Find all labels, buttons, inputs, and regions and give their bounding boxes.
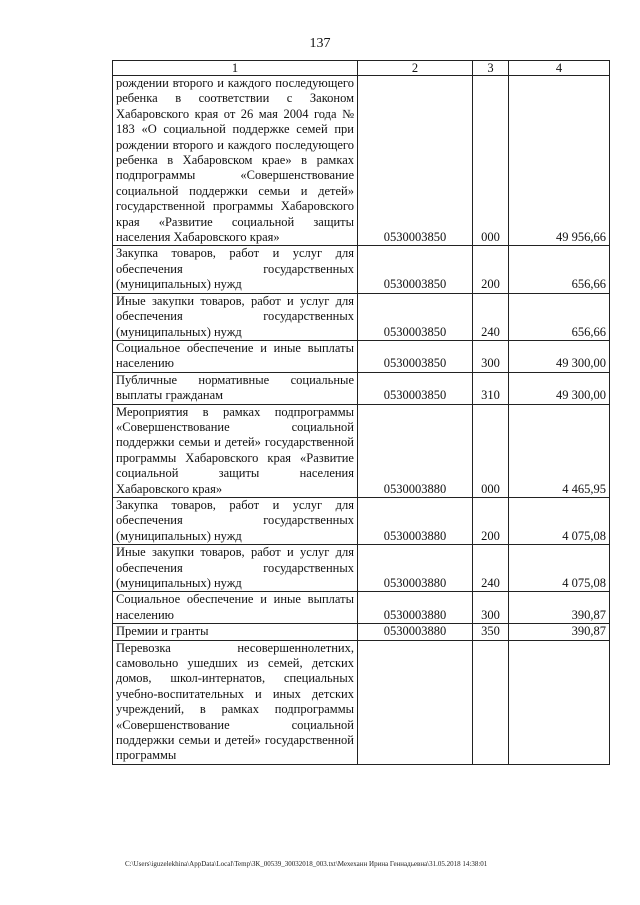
- row-type: 300: [473, 592, 509, 624]
- row-code: 0530003850: [358, 293, 473, 340]
- table-header-row: [113, 61, 610, 76]
- row-amount: 390,87: [509, 592, 610, 624]
- column-header-4: 4: [509, 61, 610, 76]
- table-row: [113, 246, 610, 293]
- budget-table: [112, 60, 610, 765]
- row-amount: 4 465,95: [509, 404, 610, 497]
- column-header-3: 3: [473, 61, 509, 76]
- row-code: 0530003880: [358, 545, 473, 592]
- row-code: 0530003850: [358, 372, 473, 404]
- table-row: [113, 592, 610, 624]
- row-code: 0530003880: [358, 624, 473, 640]
- table-row: [113, 340, 610, 372]
- row-name: Публичные нормативные социальные выплаты гражданам: [113, 372, 358, 404]
- table-row: [113, 545, 610, 592]
- row-type: [473, 640, 509, 764]
- row-code: [358, 640, 473, 764]
- row-name: Перевозка несовершеннолетних, самовольно ушедших из семей, детских домов, школ-интернатов, специальных учебно-воспитательных и иных детских учреждений, в рамках подпрограммы «Совершенствование социальной поддержки семьи и детей» государственной программы: [113, 640, 358, 764]
- footer-file-path: C:\Users\iguzelekhina\AppData\Local\Temp\ЗК_00539_30032018_003.txt\Мехеханн Ирина Геннадьевна\31.05.2018 14:38:01: [125, 860, 488, 868]
- row-name: Премии и гранты: [113, 624, 358, 640]
- column-header-2: 2: [358, 61, 473, 76]
- row-amount: 390,87: [509, 624, 610, 640]
- row-code: 0530003850: [358, 340, 473, 372]
- row-type: 350: [473, 624, 509, 640]
- row-code: 0530003880: [358, 497, 473, 544]
- row-type: 300: [473, 340, 509, 372]
- table-row: [113, 640, 610, 764]
- row-amount: [509, 640, 610, 764]
- row-name: Мероприятия в рамках подпрограммы «Совершенствование социальной поддержки семьи и детей» государственной программы Хабаровского края «Развитие социальной защиты населения Хабаровского края»: [113, 404, 358, 497]
- row-type: 310: [473, 372, 509, 404]
- row-name: Иные закупки товаров, работ и услуг для обеспечения государственных (муниципальных) нужд: [113, 293, 358, 340]
- row-type: 240: [473, 293, 509, 340]
- row-code: 0530003880: [358, 592, 473, 624]
- table-row: [113, 293, 610, 340]
- row-name: Закупка товаров, работ и услуг для обеспечения государственных (муниципальных) нужд: [113, 497, 358, 544]
- row-amount: 49 956,66: [509, 76, 610, 246]
- row-amount: 656,66: [509, 246, 610, 293]
- row-type: 200: [473, 246, 509, 293]
- column-header-1: 1: [113, 61, 358, 76]
- table-row: [113, 76, 610, 246]
- row-code: 0530003850: [358, 246, 473, 293]
- row-name: Социальное обеспечение и иные выплаты населению: [113, 592, 358, 624]
- row-type: 000: [473, 404, 509, 497]
- table-row: [113, 404, 610, 497]
- row-name: Закупка товаров, работ и услуг для обеспечения государственных (муниципальных) нужд: [113, 246, 358, 293]
- table-row: [113, 497, 610, 544]
- row-name: Социальное обеспечение и иные выплаты населению: [113, 340, 358, 372]
- row-code: 0530003850: [358, 76, 473, 246]
- row-name: рождении второго и каждого последующего ребенка в соответствии с Законом Хабаровского края от 26 мая 2004 года № 183 «О социальной поддержке семей при рождении второго и каждого последующего ребенка в Хабаровском крае» в рамках подпрограммы «Совершенствование социальной поддержки семьи и детей» государственной программы Хабаровского края «Развитие социальной защиты населения Хабаровского края»: [113, 76, 358, 246]
- table-row: [113, 372, 610, 404]
- table-row: [113, 624, 610, 640]
- row-type: 000: [473, 76, 509, 246]
- row-type: 200: [473, 497, 509, 544]
- page-number: 137: [309, 36, 331, 51]
- row-amount: 49 300,00: [509, 340, 610, 372]
- row-amount: 4 075,08: [509, 545, 610, 592]
- row-amount: 4 075,08: [509, 497, 610, 544]
- row-name: Иные закупки товаров, работ и услуг для обеспечения государственных (муниципальных) нужд: [113, 545, 358, 592]
- row-type: 240: [473, 545, 509, 592]
- row-amount: 656,66: [509, 293, 610, 340]
- row-code: 0530003880: [358, 404, 473, 497]
- row-amount: 49 300,00: [509, 372, 610, 404]
